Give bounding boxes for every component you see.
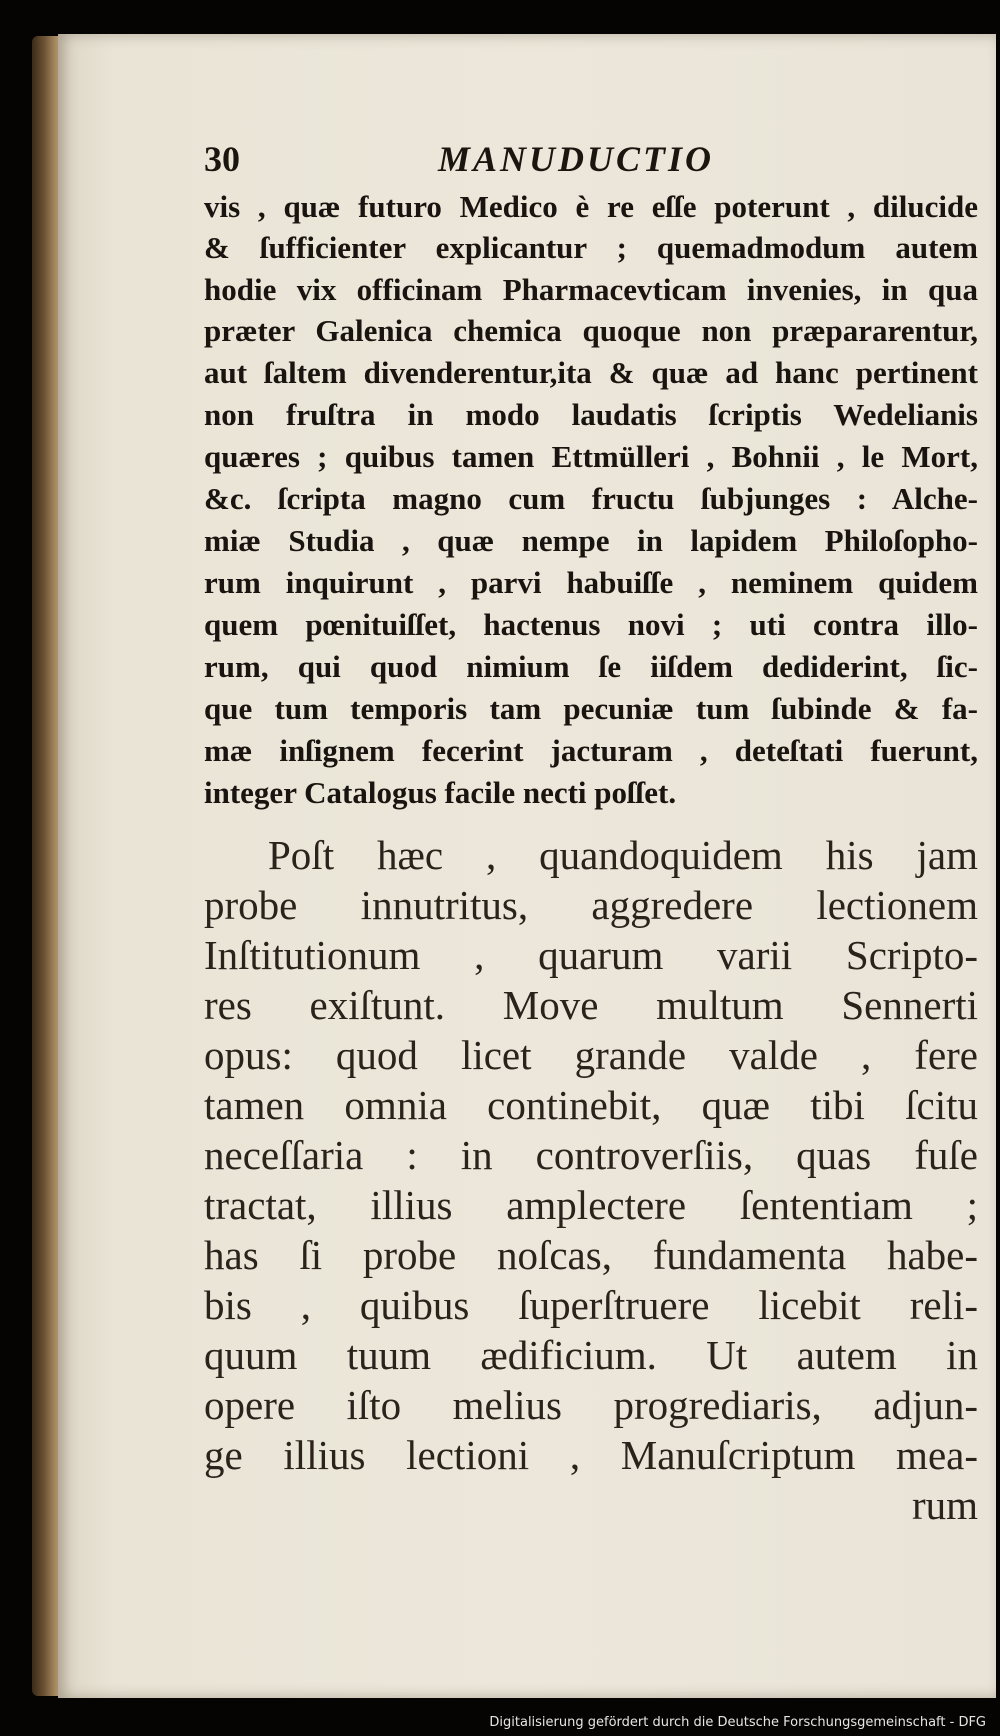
page-number: 30 — [204, 139, 240, 179]
text-line: opus: quod licet grande valde , fere — [204, 1032, 978, 1078]
text-line: opere iſto melius progrediaris, adjun- — [204, 1382, 978, 1428]
running-header — [204, 138, 978, 184]
text-line: integer Catalogus facile necti poſſet. — [204, 775, 677, 810]
text-line: probe innutritus, aggredere lectionem — [204, 882, 978, 928]
text-line: ge illius lectioni , Manuſcriptum mea- — [204, 1432, 978, 1478]
text-line: tractat, illius amplectere ſententiam ; — [204, 1182, 978, 1228]
text-line: que tum temporis tam pecuniæ tum ſubinde & fa- — [204, 691, 978, 726]
text-line: non fruſtra in modo laudatis ſcriptis Wedelianis — [204, 397, 978, 432]
text-line: præter Galenica chemica quoque non præpararentur, — [204, 313, 978, 348]
text-line: hodie vix officinam Pharmacevticam invenies, in qua — [204, 272, 978, 307]
text-line: &c. ſcripta magno cum fructu ſubjunges : Alche- — [204, 481, 978, 516]
text-line: & ſufficienter explicantur ; quemadmodum autem — [204, 230, 978, 265]
text-line: bis , quibus ſuperſtruere licebit reli- — [204, 1282, 978, 1328]
text-line: aut ſaltem divenderentur,ita & quæ ad hanc pertinent — [204, 355, 978, 390]
text-line: tamen omnia continebit, quæ tibi ſcitu — [204, 1082, 978, 1128]
text-line: mæ inſignem fecerint jacturam , deteſtati fuerunt, — [204, 733, 978, 768]
text-line: quum tuum ædificium. Ut autem in — [204, 1332, 978, 1378]
text-line: Poſt hæc , quandoquidem his jam — [268, 832, 978, 878]
text-line: has ſi probe noſcas, fundamenta habe- — [204, 1232, 978, 1278]
text-line: rum, qui quod nimium ſe iiſdem dediderint, ſic- — [204, 649, 978, 684]
catchword: rum — [911, 1482, 978, 1528]
text-line: res exiſtunt. Move multum Sennerti — [204, 982, 978, 1028]
text-line: quæres ; quibus tamen Ettmülleri , Bohnii , le Mort, — [204, 439, 978, 474]
text-line: neceſſaria : in controverſiis, quas fuſe — [204, 1132, 978, 1178]
digitization-credit: Digitalisierung gefördert durch die Deutsche Forschungsgemeinschaft - DFG — [489, 1715, 986, 1730]
text-line: Inſtitutionum , quarum varii Scripto- — [204, 932, 978, 978]
text-line: miæ Studia , quæ nempe in lapidem Philoſopho- — [204, 523, 978, 558]
running-title: MANUDUCTIO — [438, 139, 715, 179]
text-line: vis , quæ futuro Medico è re eſſe poterunt , dilucide — [204, 189, 978, 224]
text-line: quem pœnituiſſet, hactenus novi ; uti contra illo- — [204, 607, 978, 642]
text-line: rum inquirunt , parvi habuiſſe , neminem quidem — [204, 565, 978, 600]
